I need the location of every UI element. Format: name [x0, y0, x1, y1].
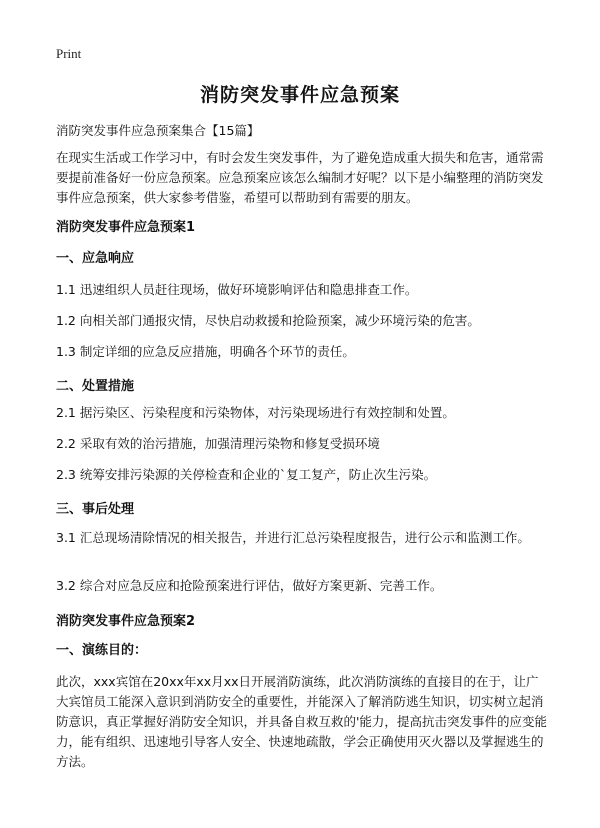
plan1-heading: 消防突发事件应急预案1	[56, 220, 196, 235]
section-heading-response: 一、应急响应	[56, 251, 135, 266]
print-label: Print	[56, 46, 82, 61]
list-item: 2.3 统筹安排污染源的关停检查和企业的`复工复产，防止次生污染。	[56, 467, 437, 482]
section-heading-measures: 二、处置措施	[56, 379, 135, 394]
list-item: 2.2 采取有效的治污措施，加强清理污染物和修复受损环境	[56, 436, 380, 451]
drill-paragraph: 此次，xxx宾馆在20xx年xx月xx日开展消防演练，此次消防演练的直接目的在于，让广大宾馆员工能深入意识到消防安全的重要性，并能深入了解消防逃生知识，切实树立起消防意识，真正掌握好消防安全知识，并具备自救互救的'能力，提高抗击突发事件的应变能力，能有组织、迅速地引导客人安全、快速地疏散，学会正确使用灭火器以及掌握逃生的方法。	[56, 674, 547, 769]
list-item: 2.1 据污染区、污染程度和污染物体，对污染现场进行有效控制和处置。	[56, 405, 455, 420]
section-heading-drill-purpose: 一、演练目的：	[56, 643, 148, 658]
document-subtitle: 消防突发事件应急预案集合【15篇】	[56, 123, 260, 138]
plan2-heading: 消防突发事件应急预案2	[56, 614, 196, 629]
list-item: 1.3 制定详细的应急反应措施，明确各个环节的责任。	[56, 344, 355, 359]
intro-paragraph: 在现实生活或工作学习中，有时会发生突发事件，为了避免造成重大损失和危害，通常需要提前准备好一份应急预案。应急预案应该怎么编制才好呢？以下是小编整理的消防突发事件应急预案，供大家参考借鉴，希望可以帮助到有需要的朋友。	[56, 150, 544, 205]
section-heading-aftermath: 三、事后处理	[56, 502, 135, 517]
list-item: 3.2 综合对应急反应和抢险预案进行评估，做好方案更新、完善工作。	[56, 578, 443, 593]
list-item: 1.1 迅速组织人员赶往现场，做好环境影响评估和隐患排查工作。	[56, 282, 418, 297]
document-title: 消防突发事件应急预案	[199, 84, 400, 106]
list-item: 3.1 汇总现场清除情况的相关报告，并进行汇总污染程度报告，进行公示和监测工作。	[56, 530, 530, 545]
list-item: 1.2 向相关部门通报灾情，尽快启动救援和抢险预案，减少环境污染的危害。	[56, 313, 480, 328]
